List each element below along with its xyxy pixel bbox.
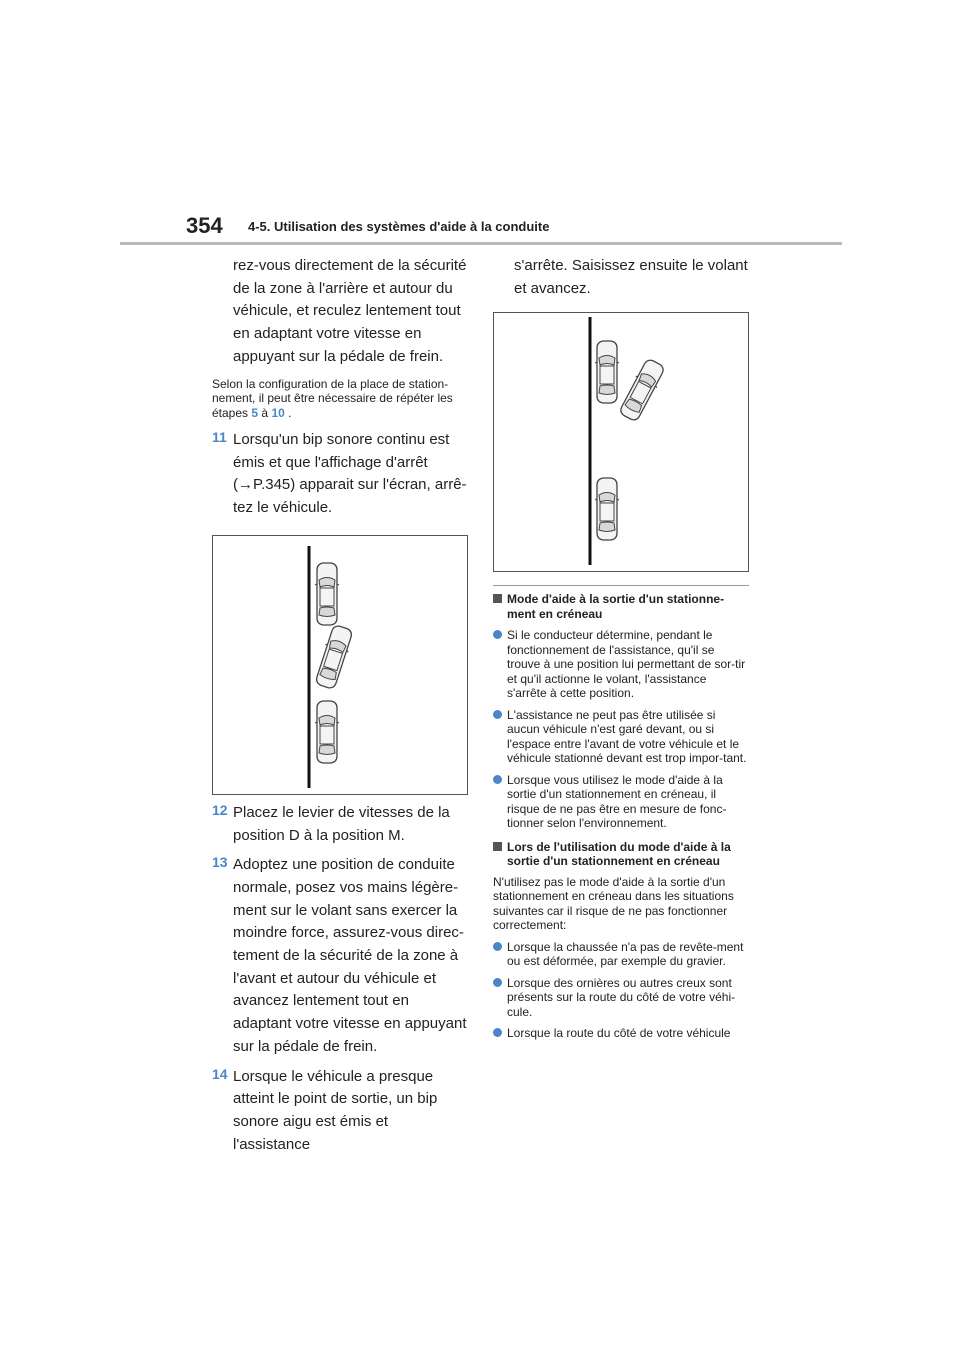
continued-text: s'arrête. Saisissez ensuite le volant et avancez.: [514, 257, 748, 297]
bullet-text: L'assistance ne peut pas être utilisée si aucun véhicule n'est garé devant, ou si l'espace entre l'avant de votre véhicule et le véhicule stationné devant est trop impor-tant.: [507, 707, 747, 766]
step-text: Lorsque le véhicule a presque atteint le point de sortie, un bip sonore aigu est émis et l'assistance: [233, 1067, 438, 1153]
heading-exit-mode: [493, 592, 749, 621]
note-text: [212, 377, 468, 421]
step-number: 14: [212, 1065, 228, 1082]
bullet-text: Lorsque vous utilisez le mode d'aide à la sortie d'un stationnement en créneau, il risque de ne pas être en mesure de fonc-tionner selon l'environnement.: [507, 772, 727, 831]
step-text: Placez le levier de vitesses de la position D à la position M.: [233, 803, 450, 844]
parked-car-front-icon: [315, 563, 339, 625]
bullet-dot-icon: [493, 775, 502, 784]
parked-car-rear-icon: [595, 478, 619, 540]
note-text-mid: à: [261, 405, 269, 420]
square-bullet-icon: [493, 594, 502, 603]
step-13: [212, 854, 468, 1058]
step-number: 13: [212, 854, 228, 871]
parking-exit-figure-2: [493, 312, 749, 572]
parking-figure-svg: [494, 313, 748, 571]
parking-figure-svg: [213, 536, 467, 794]
bullet-dot-icon: [493, 978, 502, 987]
parked-car-rear-icon: [315, 701, 339, 763]
step-11: [212, 429, 468, 520]
note-step-ref-1: 5: [251, 405, 259, 420]
step-12: [212, 802, 468, 847]
note-text-end: .: [288, 405, 292, 420]
bullet-text: Si le conducteur détermine, pendant le fonctionnement de l'assistance, qu'il se trouve à une position lui permettant de sor-tir et qu'il actionne le volant, l'assistance s'arrête à cette position.: [507, 628, 746, 701]
step-number: 11: [212, 429, 227, 446]
bullet-text: Lorsque des ornières ou autres creux sont présents sur la route du côté de votre véhi-cule.: [507, 975, 736, 1019]
square-bullet-icon: [493, 842, 502, 851]
bullet-dot-icon: [493, 630, 502, 639]
bullet-text: Lorsque la route du côté de votre véhicule: [507, 1026, 731, 1041]
left-column: [212, 255, 468, 1156]
step-11-text-b: P.345) apparait sur l'écran, arrê-tez le véhicule.: [233, 476, 467, 517]
heading-usage: [493, 840, 749, 869]
bullet-dot-icon: [493, 710, 502, 719]
header-rule: [120, 242, 842, 245]
bullet-item: [493, 628, 749, 701]
step-text: [233, 429, 468, 520]
parked-car-front-icon: [595, 341, 619, 403]
heading-text: Mode d'aide à la sortie d'un stationne-ment en créneau: [507, 592, 725, 621]
note-step-ref-2: 10: [271, 405, 285, 420]
right-column: [493, 255, 749, 1041]
own-car-icon: [313, 624, 355, 690]
continued-text: rez-vous directement de la sécurité de la zone à l'arrière et autour du véhicule, et reculez lentement tout en adaptant votre vitesse en appuyant sur la pédale de frein.: [233, 257, 467, 365]
step-number: 12: [212, 801, 228, 818]
step-text: Adoptez une position de conduite normale, posez vos mains légère-ment sur le volant sans exercer la moindre force, assurez-vous direc-tement de la sécurité de la zone à l'avant et autour du véhicule et avancez lentement tout en adaptant votre vitesse en appuyant sur la pédale de frein.: [233, 856, 467, 1055]
heading-text: Lors de l'utilisation du mode d'aide à la sortie d'un stationnement en créneau: [507, 839, 731, 869]
own-car-icon: [617, 357, 667, 423]
page-number: 354: [186, 213, 223, 238]
step-14: [212, 1066, 468, 1157]
section-divider: [493, 585, 749, 586]
parking-exit-figure-1: [212, 535, 468, 795]
arrow-icon: →: [238, 476, 253, 494]
section-title: 4-5. Utilisation des systèmes d'aide à la conduite: [248, 219, 550, 234]
bullet-item: [493, 976, 749, 1020]
note-text-a: Selon la configuration de la place de station-nement, il peut être nécessaire de répéter les étapes: [212, 376, 453, 420]
bullet-item: [493, 940, 749, 969]
bullet-item: [493, 1026, 749, 1041]
bullet-text: Lorsque la chaussée n'a pas de revête-ment ou est déformée, par exemple du gravier.: [507, 939, 744, 969]
usage-paragraph: N'utilisez pas le mode d'aide à la sortie d'un stationnement en créneau dans les situations suivantes car il risque de ne pas fonctionner correctement:: [493, 874, 734, 933]
step-11-text-a: Lorsqu'un bip sonore continu est émis et que l'affichage d'arrêt (: [233, 431, 450, 494]
bullet-item: [493, 708, 749, 766]
bullet-dot-icon: [493, 1028, 502, 1037]
bullet-item: [493, 773, 749, 831]
bullet-dot-icon: [493, 942, 502, 951]
